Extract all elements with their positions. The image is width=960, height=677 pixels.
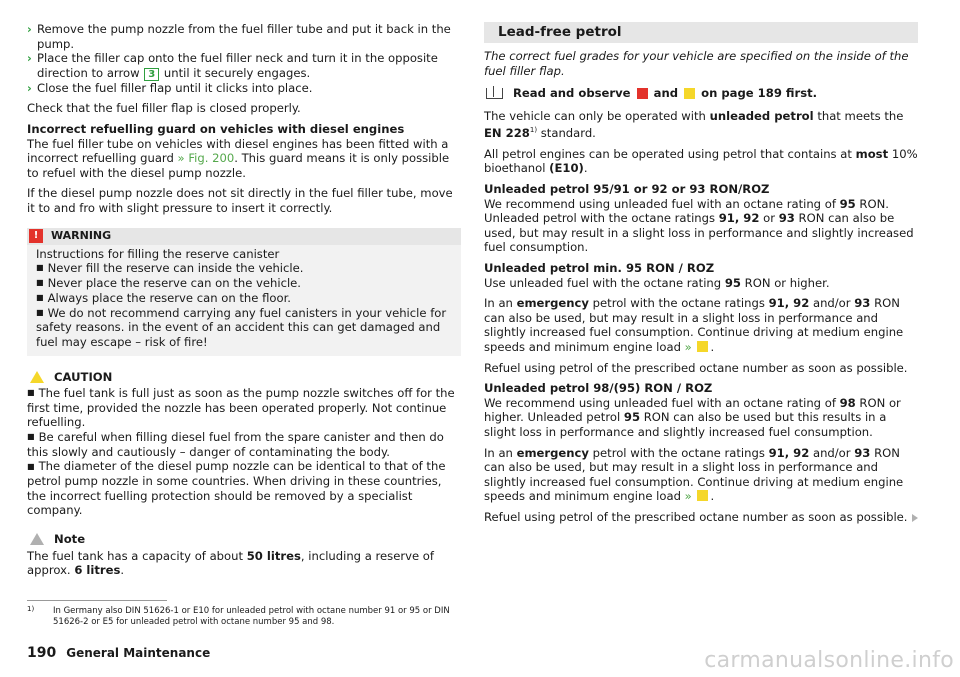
caution-item: ■ Be careful when filling diesel fuel from the spare canister and then do this slowly and cautiously – danger of contaminating the body. [27,430,444,459]
warning-title: WARNING [51,228,112,242]
continue-arrow-icon [912,514,918,522]
warning-item: ■ We do not recommend carrying any fuel canisters in your vehicle for safety reasons. in the event of an accident this can get damaged and fuel may escape – risk of fire! [36,305,447,349]
text-98-95: We recommend using unleaded fuel with an octane rating of 98 RON or higher. Unleaded petrol 95 RON can also be used but this results in a slight loss in performance and slightly increased fuel consumption. [484,395,901,439]
step-close-flap [27,81,461,96]
step-place-cap [27,51,461,81]
footnote-divider [27,600,167,601]
watermark: carmanualsonline.info [704,648,954,673]
note-title: Note [54,532,86,547]
note-icon [30,533,44,545]
book-icon [486,88,503,99]
caution-link[interactable]: » [684,489,692,504]
caution-title: CAUTION [54,369,113,384]
footnote-text: In Germany also DIN 51626-1 or E10 for unleaded petrol with octane number 91 or 95 or DIN 51626-2 or E5 for unleaded petrol with octane number 95 and 98. [53,606,450,627]
bullet-icon: ■ [36,278,44,288]
warning-item: ■ Never place the reserve can on the vehicle. [36,275,301,290]
text-95-91: We recommend using unleaded fuel with an octane rating of 95 RON. Unleaded petrol with the octane ratings 91, 92 or 93 RON can also be used, but may result in a slight loss in performance and slightly increased fuel consumption. [484,196,914,255]
step-text: until it securely engages. [163,65,311,80]
step-text: Remove the pump nozzle from the fuel filler tube and put it back in the pump. [37,22,451,51]
step-text: Close the fuel filler flap until it clicks into place. [37,80,313,95]
footer-section-name: General Maintenance [66,646,211,660]
chevron-right-icon: › [27,80,32,95]
bullet-icon: ■ [36,292,44,302]
refuel-text-1: Refuel using petrol of the prescribed octane number as soon as possible. [484,360,908,375]
read-observe-line: Read and observe and on page 189 first. [484,86,918,101]
caution-ref-icon[interactable] [684,88,695,99]
bullet-icon: ■ [36,263,44,273]
subheading-min-95: Unleaded petrol min. 95 RON / ROZ [484,260,715,275]
refuel-text-2: Refuel using petrol of the prescribed octane number as soon as possible. [484,509,908,524]
footnote-ref[interactable]: 1) [529,126,538,135]
warning-body [27,245,461,356]
note-box [27,532,461,578]
caution-header [27,370,461,385]
right-column [484,22,918,522]
warning-lead: Instructions for filling the reserve canister [36,246,280,261]
subheading-98-95: Unleaded petrol 98/(95) RON / ROZ [484,381,713,396]
subheading-95-91: Unleaded petrol 95/91 or 92 or 93 RON/ROZ [484,182,770,197]
warning-ref-icon[interactable] [637,88,648,99]
chevron-right-icon: › [27,51,32,66]
check-flap-text: Check that the fuel filler flap is closed properly. [27,101,301,116]
fig-200-link[interactable]: » Fig. 200 [177,151,235,166]
footnote [27,606,467,627]
bioethanol-text: All petrol engines can be operated using petrol that contains at most 10% bioethanol (E10). [484,146,918,176]
text-min-95: Use unleaded fuel with the octane rating 95 RON or higher. [484,275,830,290]
section-intro: The correct fuel grades for your vehicle are specified on the inside of the fuel filler flap. [484,49,909,78]
emergency-text-2: In an emergency petrol with the octane ratings 91, 92 and/or 93 RON can also be used, but may result in a slight loss in performance and slightly increased fuel consumption. Continue driving at medium engine speeds and minimum engine load » . [484,445,904,504]
footnote-mark: 1) [27,605,35,613]
refuelling-guard-text: The fuel filler tube on vehicles with diesel engines has been fitted with a incorrect refuelling guard » Fig. 200. This guard means it is only possible to refuel with the diesel pump nozzle. [27,136,450,180]
caution-box [27,370,461,519]
warning-box [27,228,461,356]
warning-item: ■ Always place the reserve can on the floor. [36,290,291,305]
caution-ref-icon[interactable] [697,341,708,352]
bullet-icon: ■ [27,461,35,471]
section-heading: Lead-free petrol [484,22,918,43]
bullet-icon: ■ [36,307,44,317]
page-footer [27,645,210,661]
caution-ref-icon[interactable] [697,490,708,501]
unleaded-standard-text: The vehicle can only be operated with unleaded petrol that meets the EN 228$^{1)}$ standard. [484,108,904,141]
page-number: 190 [27,645,57,661]
chevron-right-icon: › [27,22,32,36]
left-column [27,22,461,578]
note-header [27,532,461,547]
bullet-icon: ■ [27,388,35,398]
step-text: Place the filler cap onto the fuel filler neck and turn it in the opposite direction to arrow [37,51,438,80]
warning-icon: ! [29,229,43,243]
arrow-number-label: 3 [144,68,159,81]
step-remove-nozzle [27,22,461,51]
caution-item: ■ The diameter of the diesel pump nozzle can be identical to that of the petrol pump nozzle in some countries. When driving in these countries, the incorrect fuelling protection should be removed by a specialist company. [27,459,446,518]
diesel-nozzle-text: If the diesel pump nozzle does not sit directly in the fuel filler tube, move it to and fro with slight pressure to insert it correctly. [27,186,453,215]
refuelling-guard-section [27,122,461,180]
note-text: The fuel tank has a capacity of about 50 litres, including a reserve of approx. 6 litres. [27,548,434,578]
warning-header [27,228,461,245]
refuelling-guard-heading: Incorrect refuelling guard on vehicles with diesel engines [27,121,405,136]
warning-item: ■ Never fill the reserve can inside the vehicle. [36,261,304,276]
caution-link[interactable]: » [684,339,692,354]
emergency-text-1: In an emergency petrol with the octane ratings 91, 92 and/or 93 RON can also be used, but may result in a slight loss in performance and slightly increased fuel consumption. Continue driving at medium engine speeds and minimum engine load » . [484,296,904,354]
caution-item: ■ The fuel tank is full just as soon as the pump nozzle switches off for the first time, provided the nozzle has been operated properly. Not continue refuelling. [27,386,455,430]
bullet-icon: ■ [27,432,35,442]
caution-icon [30,371,44,383]
